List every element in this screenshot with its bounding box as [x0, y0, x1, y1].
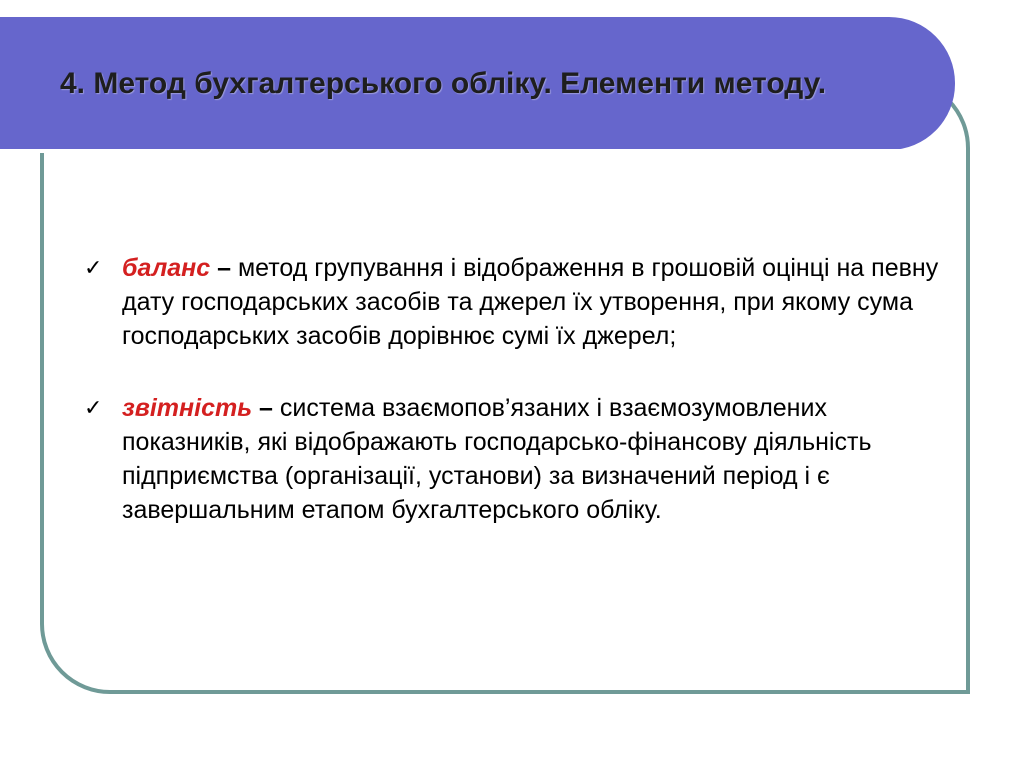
- bullet-item-reporting: [84, 391, 954, 527]
- bullet-dash: –: [259, 394, 273, 422]
- bullet-item-balance: [84, 251, 954, 353]
- bullet-dash: –: [217, 254, 232, 282]
- checkmark-icon: ✓: [84, 255, 103, 280]
- bullet-text: метод групування і відображення в грошовій оцінці на певну дату господарських засобів та джерел їх утворення, при якому сума господарських засобів дорівнює сумі їх джерел;: [122, 254, 939, 350]
- slide-title: 4. Метод бухгалтерського обліку. Елементи методу.: [60, 67, 827, 100]
- header-divider: [0, 149, 905, 153]
- bullet-term: баланс: [122, 254, 211, 282]
- bullet-term: звітність: [122, 394, 253, 422]
- bullet-list: [84, 251, 954, 565]
- checkmark-icon: ✓: [84, 395, 103, 420]
- bullet-text: система взаємопов’язаних і взаємозумовлених показників, які відображають господарсько-фінансову діяльність підприємства (організації, установи) за визначений період і є завершальним етапом бухгалтерського обліку.: [122, 394, 872, 524]
